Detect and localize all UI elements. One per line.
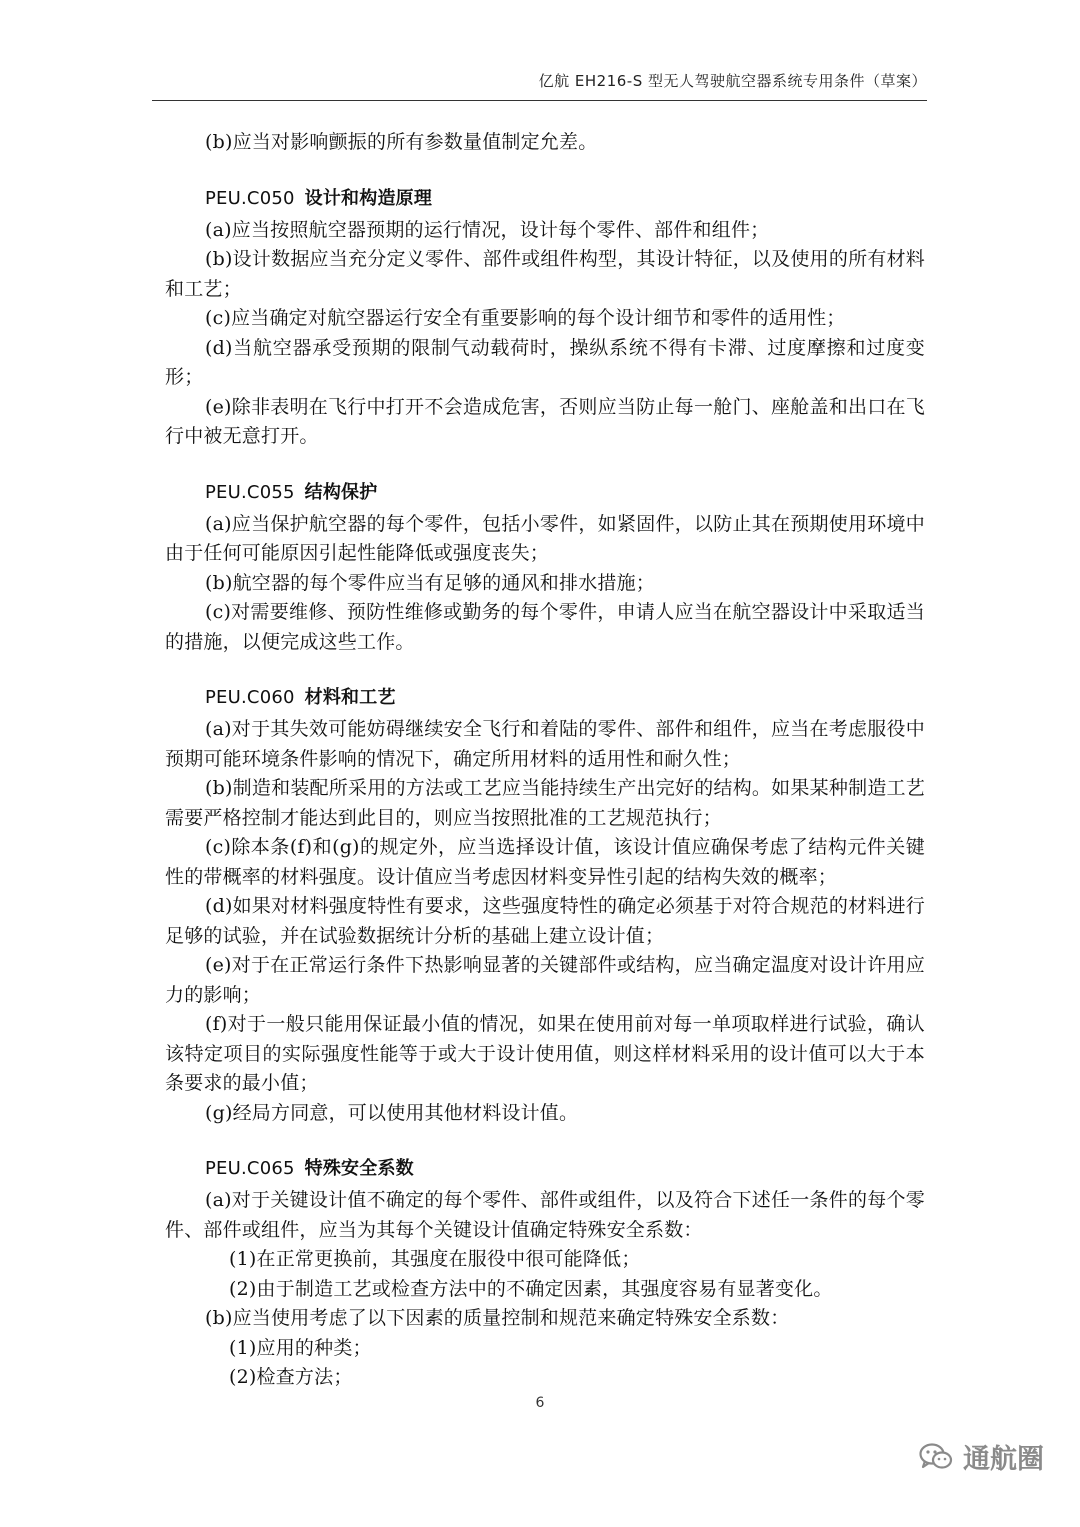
clause-paragraph: (f)对于一般只能用保证最小值的情况，如果在使用前对每一单项取样进行试验，确认该特定项目的实际强度性能等于或大于设计使用值，则这样材料采用的设计值可以大于本条要求的最小值；: [165, 1013, 925, 1094]
clause-paragraph: (b)应当使用考虑了以下因素的质量控制和规范来确定特殊安全系数：: [205, 1307, 790, 1329]
running-header: 亿航 EH216-S 型无人驾驶航空器系统专用条件（草案）: [538, 72, 927, 90]
section-code: PEU.C055: [205, 481, 295, 503]
section-heading: [165, 478, 925, 508]
wechat-icon: [919, 1442, 953, 1472]
clause-paragraph: (c)应当确定对航空器运行安全有重要影响的每个设计细节和零件的适用性；: [205, 307, 846, 329]
header-rule: [152, 100, 927, 101]
clause-paragraph: (c)对需要维修、预防性维修或勤务的每个零件，申请人应当在航空器设计中采取适当的措施，以便完成这些工作。: [165, 601, 925, 653]
section-code: PEU.C050: [205, 187, 295, 209]
watermark: [919, 1437, 1044, 1476]
watermark-text: 通航圈: [963, 1444, 1044, 1475]
sub-clause: (1)在正常更换前，其强度在服役中很可能降低；: [229, 1248, 641, 1270]
sub-clause: (2)由于制造工艺或检查方法中的不确定因素，其强度容易有显著变化。: [229, 1277, 833, 1300]
clause-paragraph: (d)如果对材料强度特性有要求，这些强度特性的确定必须基于对符合规范的材料进行足够的试验，并在试验数据统计分析的基础上建立设计值；: [165, 895, 925, 947]
section-heading: [165, 1154, 925, 1184]
clause-paragraph: (b)设计数据应当充分定义零件、部件或组件构型，其设计特征，以及使用的所有材料和工艺；: [165, 248, 925, 300]
clause-paragraph: (d)当航空器承受预期的限制气动载荷时，操纵系统不得有卡滞、过度摩擦和过度变形；: [165, 336, 925, 388]
document-body: [165, 128, 925, 1393]
section-heading: [165, 184, 925, 214]
sub-clause: (2)检查方法；: [229, 1366, 353, 1388]
section-code: PEU.C060: [205, 687, 295, 708]
section-title: 材料和工艺: [304, 687, 396, 708]
clause-paragraph: (e)对于在正常运行条件下热影响显著的关键部件或结构，应当确定温度对设计许用应力的影响；: [165, 954, 925, 1006]
clause-paragraph: (a)应当保护航空器的每个零件，包括小零件，如紧固件，以防止其在预期使用环境中由于任何可能原因引起性能降低或强度丧失；: [165, 512, 925, 564]
clause-paragraph: (b)航空器的每个零件应当有足够的通风和排水措施；: [205, 571, 655, 594]
clause-paragraph: (b)应当对影响颤振的所有参数量值制定允差。: [205, 131, 598, 153]
section-code: PEU.C065: [205, 1158, 295, 1179]
clause-paragraph: (a)对于其失效可能妨碍继续安全飞行和着陆的零件、部件和组件，应当在考虑服役中预期可能环境条件影响的情况下，确定所用材料的适用性和耐久性；: [165, 718, 925, 770]
sub-clause: (1)应用的种类；: [229, 1336, 372, 1359]
clause-paragraph: (b)制造和装配所采用的方法或工艺应当能持续生产出完好的结构。如果某种制造工艺需要严格控制才能达到此目的，则应当按照批准的工艺规范执行；: [165, 777, 925, 829]
section-title: 特殊安全系数: [304, 1158, 414, 1179]
section-title: 结构保护: [304, 481, 378, 503]
section-heading: [165, 683, 925, 713]
clause-paragraph: (g)经局方同意，可以使用其他材料设计值。: [205, 1101, 579, 1124]
clause-paragraph: (e)除非表明在飞行中打开不会造成危害，否则应当防止每一舱门、座舱盖和出口在飞行中被无意打开。: [165, 395, 925, 447]
page-number: 6: [535, 1395, 545, 1411]
clause-paragraph: (a)对于关键设计值不确定的每个零件、部件或组件，以及符合下述任一条件的每个零件、部件或组件，应当为其每个关键设计值确定特殊安全系数：: [165, 1189, 925, 1241]
clause-paragraph: (c)除本条(f)和(g)的规定外，应当选择设计值，该设计值应确保考虑了结构元件关键性的带概率的材料强度。设计值应当考虑因材料变异性引起的结构失效的概率；: [165, 836, 925, 888]
clause-paragraph: (a)应当按照航空器预期的运行情况，设计每个零件、部件和组件；: [205, 218, 770, 241]
section-title: 设计和构造原理: [304, 187, 433, 209]
